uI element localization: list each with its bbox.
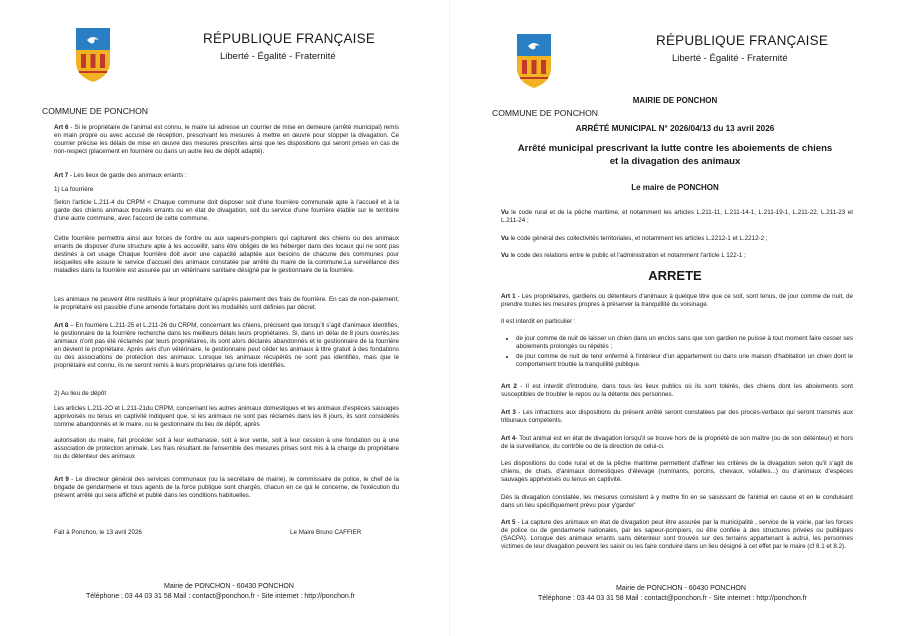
commune-name: COMMUNE DE PONCHON (492, 108, 598, 118)
article-4-paragraph-3: Dès la divagation constatée, les mesures consistent à y mettre fin en se saisissant de l'animal en cause et en le conduisant dans un lieu spécifiquement prévu pour y'garder' (501, 494, 853, 509)
interdit-list (501, 335, 853, 371)
mayor-signature: Le Maire Bruno CAFFIER (290, 529, 362, 536)
article-1: Art 1 - Les propriétaires, gardiens ou détenteurs d'animaux à quelque titre que ce soit, sont tenus, de jour comme de nuit, de prendre toutes les mesures propres à préserver la tranquillité du voisinage. (501, 293, 853, 308)
article-label: Art 2 (501, 383, 517, 390)
depot-title: 2) Au lieu de dépôt (54, 390, 107, 397)
vu-3: Vu le code des relations entre le public et l'administration et notamment l'article L 122-1 ; (501, 252, 746, 259)
footer-address: Mairie de PONCHON - 60430 PONCHON (616, 585, 746, 592)
article-4: Art 4- Tout animal est en état de divagation lorsqu'il se trouve hors de la propriété de son maître (ou de son détenteur) et hors de la surveillance, du contrôle ou de la direction de celui-ci. (501, 435, 853, 450)
article-6: Art 6 - Si le propriétaire de l'animal est connu, le maire lui adresse un courrier de mise en demeure (arrêté municipal) remis en main propre ou avec accusé de réception, prescrivant les mesures à mettre en œuvre pour stopper la divagation. Ce courrier précise les délais de mise en œuvre des mesures prescrites ainsi que les dispositions qui seront prises en cas de non-respect (placement en fourrière ou dans un autre lieu de dépôt adapté). (54, 124, 399, 155)
footer-contact: Téléphone : 03 44 03 31 58 Mail : contact@ponchon.fr - Site internet : http://ponchon.fr (86, 593, 355, 600)
article-8: Art 8 – En fourrière L.211-25 et L.211-26 du CRPM, concernant les chiens, précisent que lorsqu'il s'agit d'animaux identifiés, le gestionnaire de la fourrière recherche dans les meilleurs délais leurs propriétaires. Si, dans un délai de 8 jours ouvrés,les animaux n'ont pas été réclamés par leurs propriétaires, ils sont alors déclarés abandonnés et le gestionnaire de la fourrière en devient le propriétaire. Après avis d'un vétérinaire, le gestionnaire peut céder les animaux à titre gratuit à des fondations ou des associations de protection des animaux. Lorsque les animaux récupérés ne sont pas identifiés, mais que le propriétaire est connu, ils ne seront remis à leurs propriétaires qu'une fois identifiés. (54, 322, 399, 369)
article-label: Art 3 (501, 409, 516, 416)
vu-1: Vu le code rural et de la pêche maritime, et notamment les articles L.211-11, L.211-14-1, L.211-19-1, L.211-22, L.211-23 et L.211-24 ; (501, 209, 853, 224)
article-label: Art 4 (501, 435, 516, 442)
article-5: Art 5 - La capture des animaux en état de divagation peut être assurée par la municipalité , service de la voirie, par les forces de police ou de gendarmerie nationales, par les sapeur-pompiers, ou être confiée à des structures privées ou publiques (SACPA). Lorsque des animaux errants sans détenteur sont trouvés sur des terrains appartenant à autrui, les personnes victimes de leur divagation peuvent les saisir ou les faire conduire dans un lieu désigné à cet effet par le maire (cf 8.1 et 8.2). (501, 519, 853, 550)
arrete-title-line-1: Arrêté municipal prescrivant la lutte contre les aboiements de chiens (517, 143, 833, 154)
list-item: • de jour comme de nuit de laisser un chien dans un enclos sans que son gardien ne puisse à tout moment faire cesser ses aboiements prolongés ou répétés ; (516, 335, 853, 351)
interdit-intro: Il est interdit en particulier : (501, 318, 576, 325)
article-2: Art 2 - Il est interdit d'introduire, dans tous les lieux publics où ils sont tolérés, des chiens dont les aboiements sont susceptibles de troubler le repos ou la détente des personnes. (501, 383, 853, 398)
footer-address: Mairie de PONCHON - 60430 PONCHON (164, 583, 294, 590)
article-7: Art 7 - Les lieux de garde des animaux errants : (54, 172, 187, 179)
article-9: Art 9 - Le directeur général des services communaux (ou la secrétaire de mairie), le commissaire de police, le chef de la brigade de gendarmerie et tous agents de la force publique sont chargés, chacun en ce qui le concerne, de l'exécution du présent arrêté qui sera affiché et publié dans les conditions habituelles. (54, 476, 399, 499)
article-label: Art 8 (54, 322, 69, 329)
coat-of-arms-logo (517, 34, 551, 88)
vu-2: Vu le code général des collectivités territoriales, et notamment les articles L.2212-1 et L.2212-2 ; (501, 235, 768, 242)
fourriere-title: 1) La fourrière (54, 186, 94, 193)
republic-motto: Liberté - Égalité - Fraternité (220, 51, 336, 62)
article-label: Art 1 (501, 293, 516, 300)
done-at: Fait à Ponchon, le 13 avril 2026 (54, 529, 142, 536)
article-4-paragraph-2: Les dispositions du code rural et de la pêche maritime permettent d'affiner les critères de la divagation selon qu'il s'agit de chiens, de chats, d'animaux domestiques d'élevage (ruminants, porcins, chevaux, volailles...) ou d'animaux d'espèces sauvages apprivoisés ou tenus en captivité. (501, 460, 853, 483)
depot-paragraph-1: Les articles L.211-2O et L.211-21du CRPM, concernant les autres animaux domestiques et les animaux d'espèces sauvages apprivoisés ou tenus en captivité indiquent que, si les animaux ne sont pas réclamés dans les 8 jours, ils sont considérés comme abandonnés et le maire, ou le gestionnaire du lieu de dépôt, après (54, 405, 399, 428)
fourriere-paragraph-2: Cette fourrière permettra ainsi aux forces de l'ordre ou aux sapeurs-pompiers qui capturent des chiens ou des animaux errants de disposer d'une structure apte à les accueillir, sans être obligés de les héberger dans des locaux qui ne sont pas destinés à cet usage Chaque fourrière doit avoir une capacité adaptée aux besoins de chacune des communes pour lesquelles elle assure le service d'accueil des animaux constatée par arrêté du maire de la commune.La surveillance des maladies dans la fourrière est assurée par un vétérinaire sanitaire désigné par le gestionnaire de la fourrière. (54, 235, 399, 274)
article-label: Art 6 (54, 124, 69, 131)
republic-title: RÉPUBLIQUE FRANÇAISE (656, 33, 829, 48)
commune-name: COMMUNE DE PONCHON (42, 106, 148, 116)
article-3: Art 3 - Les infractions aux dispositions du présent arrêté seront constatées par des procès-verbaux qui seront transmis aux tribunaux compétents. (501, 409, 853, 424)
article-label: Art 5 (501, 519, 516, 526)
mairie-heading: MAIRIE DE PONCHON (632, 96, 718, 105)
republic-motto: Liberté - Égalité - Fraternité (672, 53, 788, 64)
republic-title: RÉPUBLIQUE FRANÇAISE (203, 31, 376, 46)
fourriere-paragraph-3: Les animaux ne peuvent être restitués à leur propriétaire qu'après paiement des frais de fourrière. En cas de non-paiement, le propriétaire est passible d'une amende fortaitaire dont les modalités sont définies par décret. (54, 296, 399, 311)
depot-paragraph-2: autorisation du maire, fait procéder soit à leur euthanasie, soit à leur vente, soit à leur cession à une fondation ou à une association de protection animale. Les frais résultant de l'ensemble des mesures prises sont mis à la charge du propriétaire ou du détenteur des animaux (54, 437, 399, 460)
arrete-title-line-2: et la divagation des animaux (609, 156, 741, 167)
coat-of-arms-logo (76, 28, 110, 82)
arrete-heading: ARRETE (648, 268, 702, 283)
arrete-reference: ARRÊTÉ MUNICIPAL N° 2026/04/13 du 13 avril 2026 (575, 124, 775, 133)
fourriere-paragraph-1: Selon l'article L.211-4 du CRPM < Chaque commune doit disposer soit d'une fourrière communale apte à l'accueil et à la garde des chiens animaux trouvés errants ou en état de divagation, soit du service d'une fourrière établie sur le territoire d'une autre commune, avec l'accord de cette commune. (54, 199, 399, 222)
page-left (0, 0, 449, 636)
list-item: • de jour comme de nuit de tenir enfermé à l'intérieur d'un appartement ou dans une maison d'habitation un chien dont le comportement trouble la tranquillité publique. (516, 353, 853, 369)
article-label: Art 9 (54, 476, 69, 483)
article-label: Art 7 (54, 172, 69, 179)
mayor-heading: Le maire de PONCHON (631, 183, 719, 192)
footer-contact: Téléphone : 03 44 03 31 58 Mail : contact@ponchon.fr - Site internet : http://ponchon.fr (538, 595, 807, 602)
page-right (450, 0, 899, 636)
